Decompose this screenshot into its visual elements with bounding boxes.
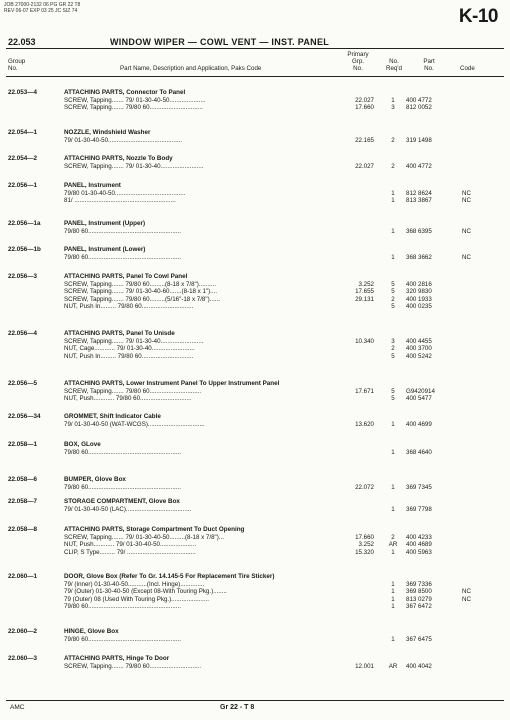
entry-title: PANEL, Instrument (Lower) bbox=[64, 246, 146, 253]
part-description: SCREW, Tapping....... 79/ 01-30-40-50..................... bbox=[64, 96, 206, 104]
quantity-required: 2 bbox=[391, 136, 395, 144]
group-number: 22.056—1b bbox=[8, 246, 41, 253]
part-description: 79/ 01-30-40-50 (LAC)...................................... bbox=[64, 505, 192, 513]
quantity-required: AR bbox=[388, 541, 398, 549]
group-number: 22.058—7 bbox=[8, 498, 38, 505]
entry-title: ATTACHING PARTS, Nozzle To Body bbox=[64, 155, 173, 162]
primary-group-number: 17.655 bbox=[355, 288, 374, 296]
primary-group-number: 17.671 bbox=[355, 387, 374, 395]
part-code: NC bbox=[462, 588, 471, 596]
page-title: WINDOW WIPER — COWL VENT — INST. PANEL bbox=[110, 37, 330, 47]
part-description: SCREW, Tapping....... 79/80 60.............................. bbox=[64, 662, 202, 670]
primary-group-number: 12.001 bbox=[355, 662, 374, 670]
part-description: SCREW, Tapping....... 79/80 60.........(8-18 x 7/8").......... bbox=[64, 280, 217, 288]
group-number: 22.054—2 bbox=[8, 155, 38, 162]
quantity-required: 1 bbox=[391, 483, 395, 491]
part-number: 400 1933 bbox=[406, 295, 432, 303]
header-code: Code bbox=[460, 65, 475, 72]
entry-title: BOX, GLove bbox=[64, 441, 101, 448]
quantity-required: AR bbox=[388, 662, 398, 670]
header-description: Part Name, Description and Application, Paks Code bbox=[120, 65, 262, 72]
job-stamp-line: REV 06-07 EXP 03 25 JC SIZ 74 bbox=[4, 8, 78, 14]
part-description: SCREW, Tapping....... 79/80 60............................... bbox=[64, 104, 203, 112]
entry-title: PANEL, Instrument (Upper) bbox=[64, 220, 146, 227]
header-part-line: No. bbox=[424, 65, 434, 72]
part-number: 400 4042 bbox=[406, 662, 432, 670]
part-description: NUT, Push In......... 79/80 60.............................. bbox=[64, 303, 194, 311]
part-number: 369 7336 bbox=[406, 580, 432, 588]
quantity-required: 3 bbox=[391, 104, 395, 112]
part-code: NC bbox=[462, 227, 471, 235]
page-code: K-10 bbox=[458, 6, 498, 27]
part-description: 79/80 60...................................................... bbox=[64, 253, 181, 261]
part-description: 79/ 01-30-40-50........................................... bbox=[64, 136, 182, 144]
quantity-required: 1 bbox=[391, 505, 395, 513]
part-description: NUT, Cage............ 79/ 01-30-40......................... bbox=[64, 345, 195, 353]
part-description: 79/80 60...................................................... bbox=[64, 483, 181, 491]
group-number: 22.058—8 bbox=[8, 526, 38, 533]
part-description: 79 (Outer) 08 (Used With Touring Pkg.)...................... bbox=[64, 595, 209, 603]
footer-page-number: Gr 22 - T 8 bbox=[220, 704, 255, 711]
part-number: 319 1498 bbox=[406, 136, 432, 144]
quantity-required: 5 bbox=[391, 303, 395, 311]
part-number: 812 8624 bbox=[406, 189, 432, 197]
header-primary-line: No. bbox=[353, 65, 363, 72]
part-number: 400 4699 bbox=[406, 420, 432, 428]
part-number: 400 5242 bbox=[406, 352, 432, 360]
primary-group-number: 17.660 bbox=[355, 104, 374, 112]
part-number: 400 3700 bbox=[406, 345, 432, 353]
entry-title: ATTACHING PARTS, Hinge To Door bbox=[64, 655, 170, 662]
header-group-line: Group bbox=[8, 58, 26, 65]
part-code: NC bbox=[462, 189, 471, 197]
primary-group-number: 10.340 bbox=[355, 337, 374, 345]
quantity-required: 1 bbox=[391, 420, 395, 428]
part-description: NUT, Push............ 79/80 60.............................. bbox=[64, 395, 192, 403]
group-number: 22.060—2 bbox=[8, 628, 38, 635]
part-description: 79/80 60...................................................... bbox=[64, 227, 181, 235]
group-number: 22.060—1 bbox=[8, 573, 38, 580]
group-number: 22.056—5 bbox=[8, 380, 38, 387]
quantity-required: 1 bbox=[391, 595, 395, 603]
primary-group-number: 15.320 bbox=[355, 548, 374, 556]
header-primary-line: Primary bbox=[347, 51, 369, 58]
entry-title: DOOR, Glove Box (Refer To Gr. 14.145-5 For Replacement Tire Sticker) bbox=[64, 573, 275, 580]
part-description: 79/80 01-30-40-50......................................... bbox=[64, 189, 186, 197]
group-id: 22.053 bbox=[8, 37, 36, 47]
quantity-required: 1 bbox=[391, 96, 395, 104]
quantity-required: 5 bbox=[391, 387, 395, 395]
header-part-line: Part bbox=[423, 58, 435, 65]
group-number: 22.060—3 bbox=[8, 655, 38, 662]
quantity-required: 5 bbox=[391, 288, 395, 296]
entry-title: ATTACHING PARTS, Panel To Cowl Panel bbox=[64, 273, 188, 280]
quantity-required: 3 bbox=[391, 337, 395, 345]
quantity-required: 1 bbox=[391, 189, 395, 197]
part-description: 79/ (Inner) 01-30-40-50...........(Incl. Hinge).............. bbox=[64, 580, 205, 588]
part-description: 79/ 01-30-40-50 (WAT-WCGS)................................. bbox=[64, 420, 205, 428]
group-number: 22.058—1 bbox=[8, 441, 38, 448]
part-description: 79/80 60...................................................... bbox=[64, 635, 181, 643]
part-number: 368 4640 bbox=[406, 448, 432, 456]
group-number: 22.056—4 bbox=[8, 330, 38, 337]
group-number: 22.054—1 bbox=[8, 129, 38, 136]
quantity-required: 1 bbox=[391, 448, 395, 456]
part-number: G9420914 bbox=[406, 387, 435, 395]
footer-publisher: AMC bbox=[10, 704, 25, 711]
part-number: 400 5963 bbox=[406, 548, 432, 556]
group-number: 22.053—4 bbox=[8, 89, 38, 96]
quantity-required: 1 bbox=[391, 588, 395, 596]
header-req-line: Req'd bbox=[386, 65, 402, 72]
quantity-required: 1 bbox=[391, 253, 395, 261]
part-number: 813 0279 bbox=[406, 595, 432, 603]
group-number: 22.056—3 bbox=[8, 273, 38, 280]
quantity-required: 5 bbox=[391, 395, 395, 403]
part-number: 369 7798 bbox=[406, 505, 432, 513]
primary-group-number: 29.131 bbox=[355, 295, 374, 303]
part-description: SCREW, Tapping....... 79/80 60.............................. bbox=[64, 387, 202, 395]
quantity-required: 2 bbox=[391, 295, 395, 303]
part-number: 400 2816 bbox=[406, 280, 432, 288]
part-number: 400 4689 bbox=[406, 541, 432, 549]
entry-title: ATTACHING PARTS, Connector To Panel bbox=[64, 89, 186, 96]
footer-rule bbox=[6, 700, 504, 701]
primary-group-number: 22.165 bbox=[355, 136, 374, 144]
quantity-required: 5 bbox=[391, 280, 395, 288]
entry-title: PANEL, Instrument bbox=[64, 182, 121, 189]
primary-group-number: 3.252 bbox=[358, 280, 374, 288]
entry-title: ATTACHING PARTS, Storage Compartment To Duct Opening bbox=[64, 526, 245, 533]
quantity-required: 1 bbox=[391, 603, 395, 611]
entry-title: GROMMET, Shift Indicator Cable bbox=[64, 413, 161, 420]
part-description: 79/ (Outer) 01-30-40-50 (Except 08-With Touring Pkg.)........ bbox=[64, 588, 227, 596]
part-number: 400 4772 bbox=[406, 162, 432, 170]
quantity-required: 2 bbox=[391, 162, 395, 170]
part-number: 400 0235 bbox=[406, 303, 432, 311]
part-description: 81/ ........................................................... bbox=[64, 197, 176, 205]
part-number: 320 9830 bbox=[406, 288, 432, 296]
primary-group-number: 22.027 bbox=[355, 162, 374, 170]
part-description: SCREW, Tapping....... 79/ 01-30-40-60.......(8-18 x 1").... bbox=[64, 288, 218, 296]
part-code: NC bbox=[462, 197, 471, 205]
primary-group-number: 22.072 bbox=[355, 483, 374, 491]
part-number: 400 4772 bbox=[406, 96, 432, 104]
entry-title: HINGE, Glove Box bbox=[64, 628, 119, 635]
part-number: 400 4455 bbox=[406, 337, 432, 345]
quantity-required: 2 bbox=[391, 533, 395, 541]
group-number: 22.058—6 bbox=[8, 476, 38, 483]
part-number: 368 3662 bbox=[406, 253, 432, 261]
part-description: 79/80 60...................................................... bbox=[64, 448, 181, 456]
part-number: 369 8500 bbox=[406, 588, 432, 596]
entry-title: BUMPER, Glove Box bbox=[64, 476, 126, 483]
header-primary-line: Grp. bbox=[351, 58, 365, 65]
part-description: NUT, Push............ 79/ 01-30-40-50..................... bbox=[64, 541, 197, 549]
entry-title: NOZZLE, Windshield Washer bbox=[64, 129, 151, 136]
primary-group-number: 22.027 bbox=[355, 96, 374, 104]
part-description: SCREW, Tapping....... 79/ 01-30-40......................... bbox=[64, 162, 204, 170]
part-number: 812 0052 bbox=[406, 104, 432, 112]
part-number: 367 6475 bbox=[406, 635, 432, 643]
header-req-line: No. bbox=[389, 58, 399, 65]
job-stamp-line: JOB 27000-2132 06 PG GR 22 T8 bbox=[4, 2, 81, 8]
quantity-required: 1 bbox=[391, 580, 395, 588]
entry-title: ATTACHING PARTS, Lower Instrument Panel To Upper Instrument Panel bbox=[64, 380, 280, 387]
entry-title: STORAGE COMPARTMENT, Glove Box bbox=[64, 498, 180, 505]
quantity-required: 5 bbox=[391, 352, 395, 360]
part-number: 367 6472 bbox=[406, 603, 432, 611]
part-description: SCREW, Tapping....... 79/ 01-30-40......................... bbox=[64, 337, 204, 345]
primary-group-number: 3.252 bbox=[358, 541, 374, 549]
quantity-required: 1 bbox=[391, 635, 395, 643]
part-number: 400 5477 bbox=[406, 395, 432, 403]
part-description: NUT, Push In......... 79/80 60.............................. bbox=[64, 352, 194, 360]
part-code: NC bbox=[462, 595, 471, 603]
part-description: SCREW, Tapping....... 79/80 60.........(5/16"-18 x 7/8")...... bbox=[64, 295, 220, 303]
header-group-line: No. bbox=[8, 65, 18, 72]
part-code: NC bbox=[462, 253, 471, 261]
quantity-required: 1 bbox=[391, 197, 395, 205]
part-number: 368 6395 bbox=[406, 227, 432, 235]
primary-group-number: 13.620 bbox=[355, 420, 374, 428]
quantity-required: 1 bbox=[391, 227, 395, 235]
quantity-required: 2 bbox=[391, 345, 395, 353]
entry-title: ATTACHING PARTS, Panel To Unisde bbox=[64, 330, 175, 337]
part-description: 79/80 60...................................................... bbox=[64, 603, 181, 611]
part-description: SCREW, Tapping....... 79/ 01-30-40-50.........(8-18 x 7/8")... bbox=[64, 533, 224, 541]
part-number: 369 7345 bbox=[406, 483, 432, 491]
part-number: 400 4233 bbox=[406, 533, 432, 541]
part-description: CLIP, S Type......... 79/ ........................................ bbox=[64, 548, 196, 556]
group-number: 22.056—34 bbox=[8, 413, 41, 420]
part-number: 813 3867 bbox=[406, 197, 432, 205]
group-number: 22.056—1 bbox=[8, 182, 38, 189]
quantity-required: 1 bbox=[391, 548, 395, 556]
primary-group-number: 17.660 bbox=[355, 533, 374, 541]
group-number: 22.056—1a bbox=[8, 220, 41, 227]
